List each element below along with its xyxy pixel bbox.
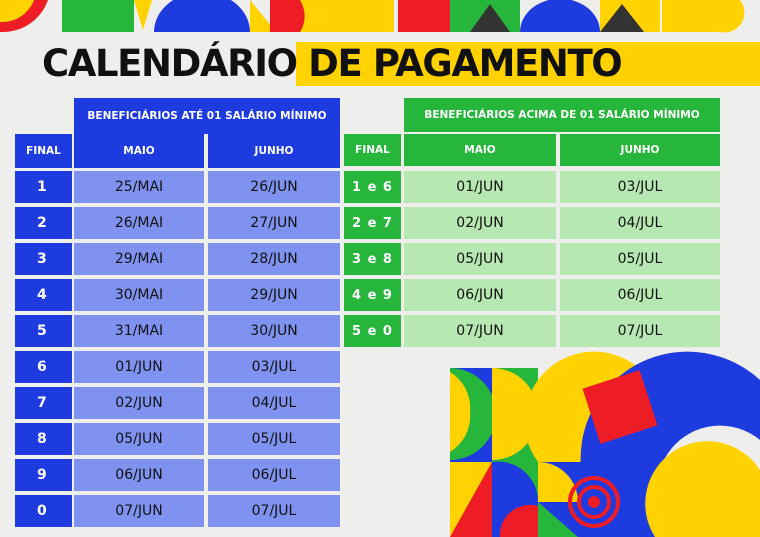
left-row-maio: 29/MAI: [74, 243, 204, 275]
right-col-junho: JUNHO: [560, 134, 720, 166]
left-row-final: 9: [15, 459, 72, 491]
left-row-junho: 29/JUN: [208, 279, 340, 311]
left-row-maio: 30/MAI: [74, 279, 204, 311]
left-row-junho: 03/JUL: [208, 351, 340, 383]
right-row-maio: 02/JUN: [404, 207, 556, 239]
left-row-final: 5: [15, 315, 72, 347]
left-row-junho: 07/JUL: [208, 495, 340, 527]
right-row-final: 4 e 9: [344, 279, 401, 311]
left-row-maio: 02/JUN: [74, 387, 204, 419]
bottom-decoration: [450, 352, 760, 537]
right-row-final: 2 e 7: [344, 207, 401, 239]
right-row-final: 1 e 6: [344, 171, 401, 203]
left-row-junho: 04/JUL: [208, 387, 340, 419]
title-part1: CALENDÁRIO: [42, 42, 297, 85]
right-row-maio: 05/JUN: [404, 243, 556, 275]
left-row-final: 1: [15, 171, 72, 203]
left-col-junho: JUNHO: [208, 134, 340, 168]
left-row-final: 0: [15, 495, 72, 527]
left-group-header: BENEFICIÁRIOS ATÉ 01 SALÁRIO MÍNIMO: [74, 98, 340, 134]
right-row-maio: 01/JUN: [404, 171, 556, 203]
left-row-junho: 27/JUN: [208, 207, 340, 239]
left-row-maio: 31/MAI: [74, 315, 204, 347]
right-row-junho: 06/JUL: [560, 279, 720, 311]
right-row-maio: 06/JUN: [404, 279, 556, 311]
right-col-final: FINAL: [344, 134, 401, 166]
right-row-final: 3 e 8: [344, 243, 401, 275]
right-row-final: 5 e 0: [344, 315, 401, 347]
left-row-final: 8: [15, 423, 72, 455]
right-row-maio: 07/JUN: [404, 315, 556, 347]
right-row-junho: 04/JUL: [560, 207, 720, 239]
left-row-junho: 05/JUL: [208, 423, 340, 455]
left-row-final: 3: [15, 243, 72, 275]
left-row-junho: 26/JUN: [208, 171, 340, 203]
right-row-junho: 05/JUL: [560, 243, 720, 275]
page-title: [42, 42, 760, 86]
left-row-maio: 01/JUN: [74, 351, 204, 383]
title-part2: DE PAGAMENTO: [308, 42, 622, 85]
left-row-final: 6: [15, 351, 72, 383]
left-row-final: 7: [15, 387, 72, 419]
left-row-junho: 28/JUN: [208, 243, 340, 275]
left-row-maio: 07/JUN: [74, 495, 204, 527]
left-row-junho: 30/JUN: [208, 315, 340, 347]
left-col-final: FINAL: [15, 134, 72, 168]
left-row-junho: 06/JUL: [208, 459, 340, 491]
right-row-junho: 03/JUL: [560, 171, 720, 203]
left-row-final: 4: [15, 279, 72, 311]
left-row-maio: 06/JUN: [74, 459, 204, 491]
left-row-final: 2: [15, 207, 72, 239]
left-row-maio: 25/MAI: [74, 171, 204, 203]
right-row-junho: 07/JUL: [560, 315, 720, 347]
right-group-header: BENEFICIÁRIOS ACIMA DE 01 SALÁRIO MÍNIMO: [404, 98, 720, 132]
left-row-maio: 05/JUN: [74, 423, 204, 455]
right-col-maio: MAIO: [404, 134, 556, 166]
left-col-maio: MAIO: [74, 134, 204, 168]
top-decoration: [0, 0, 744, 32]
left-row-maio: 26/MAI: [74, 207, 204, 239]
